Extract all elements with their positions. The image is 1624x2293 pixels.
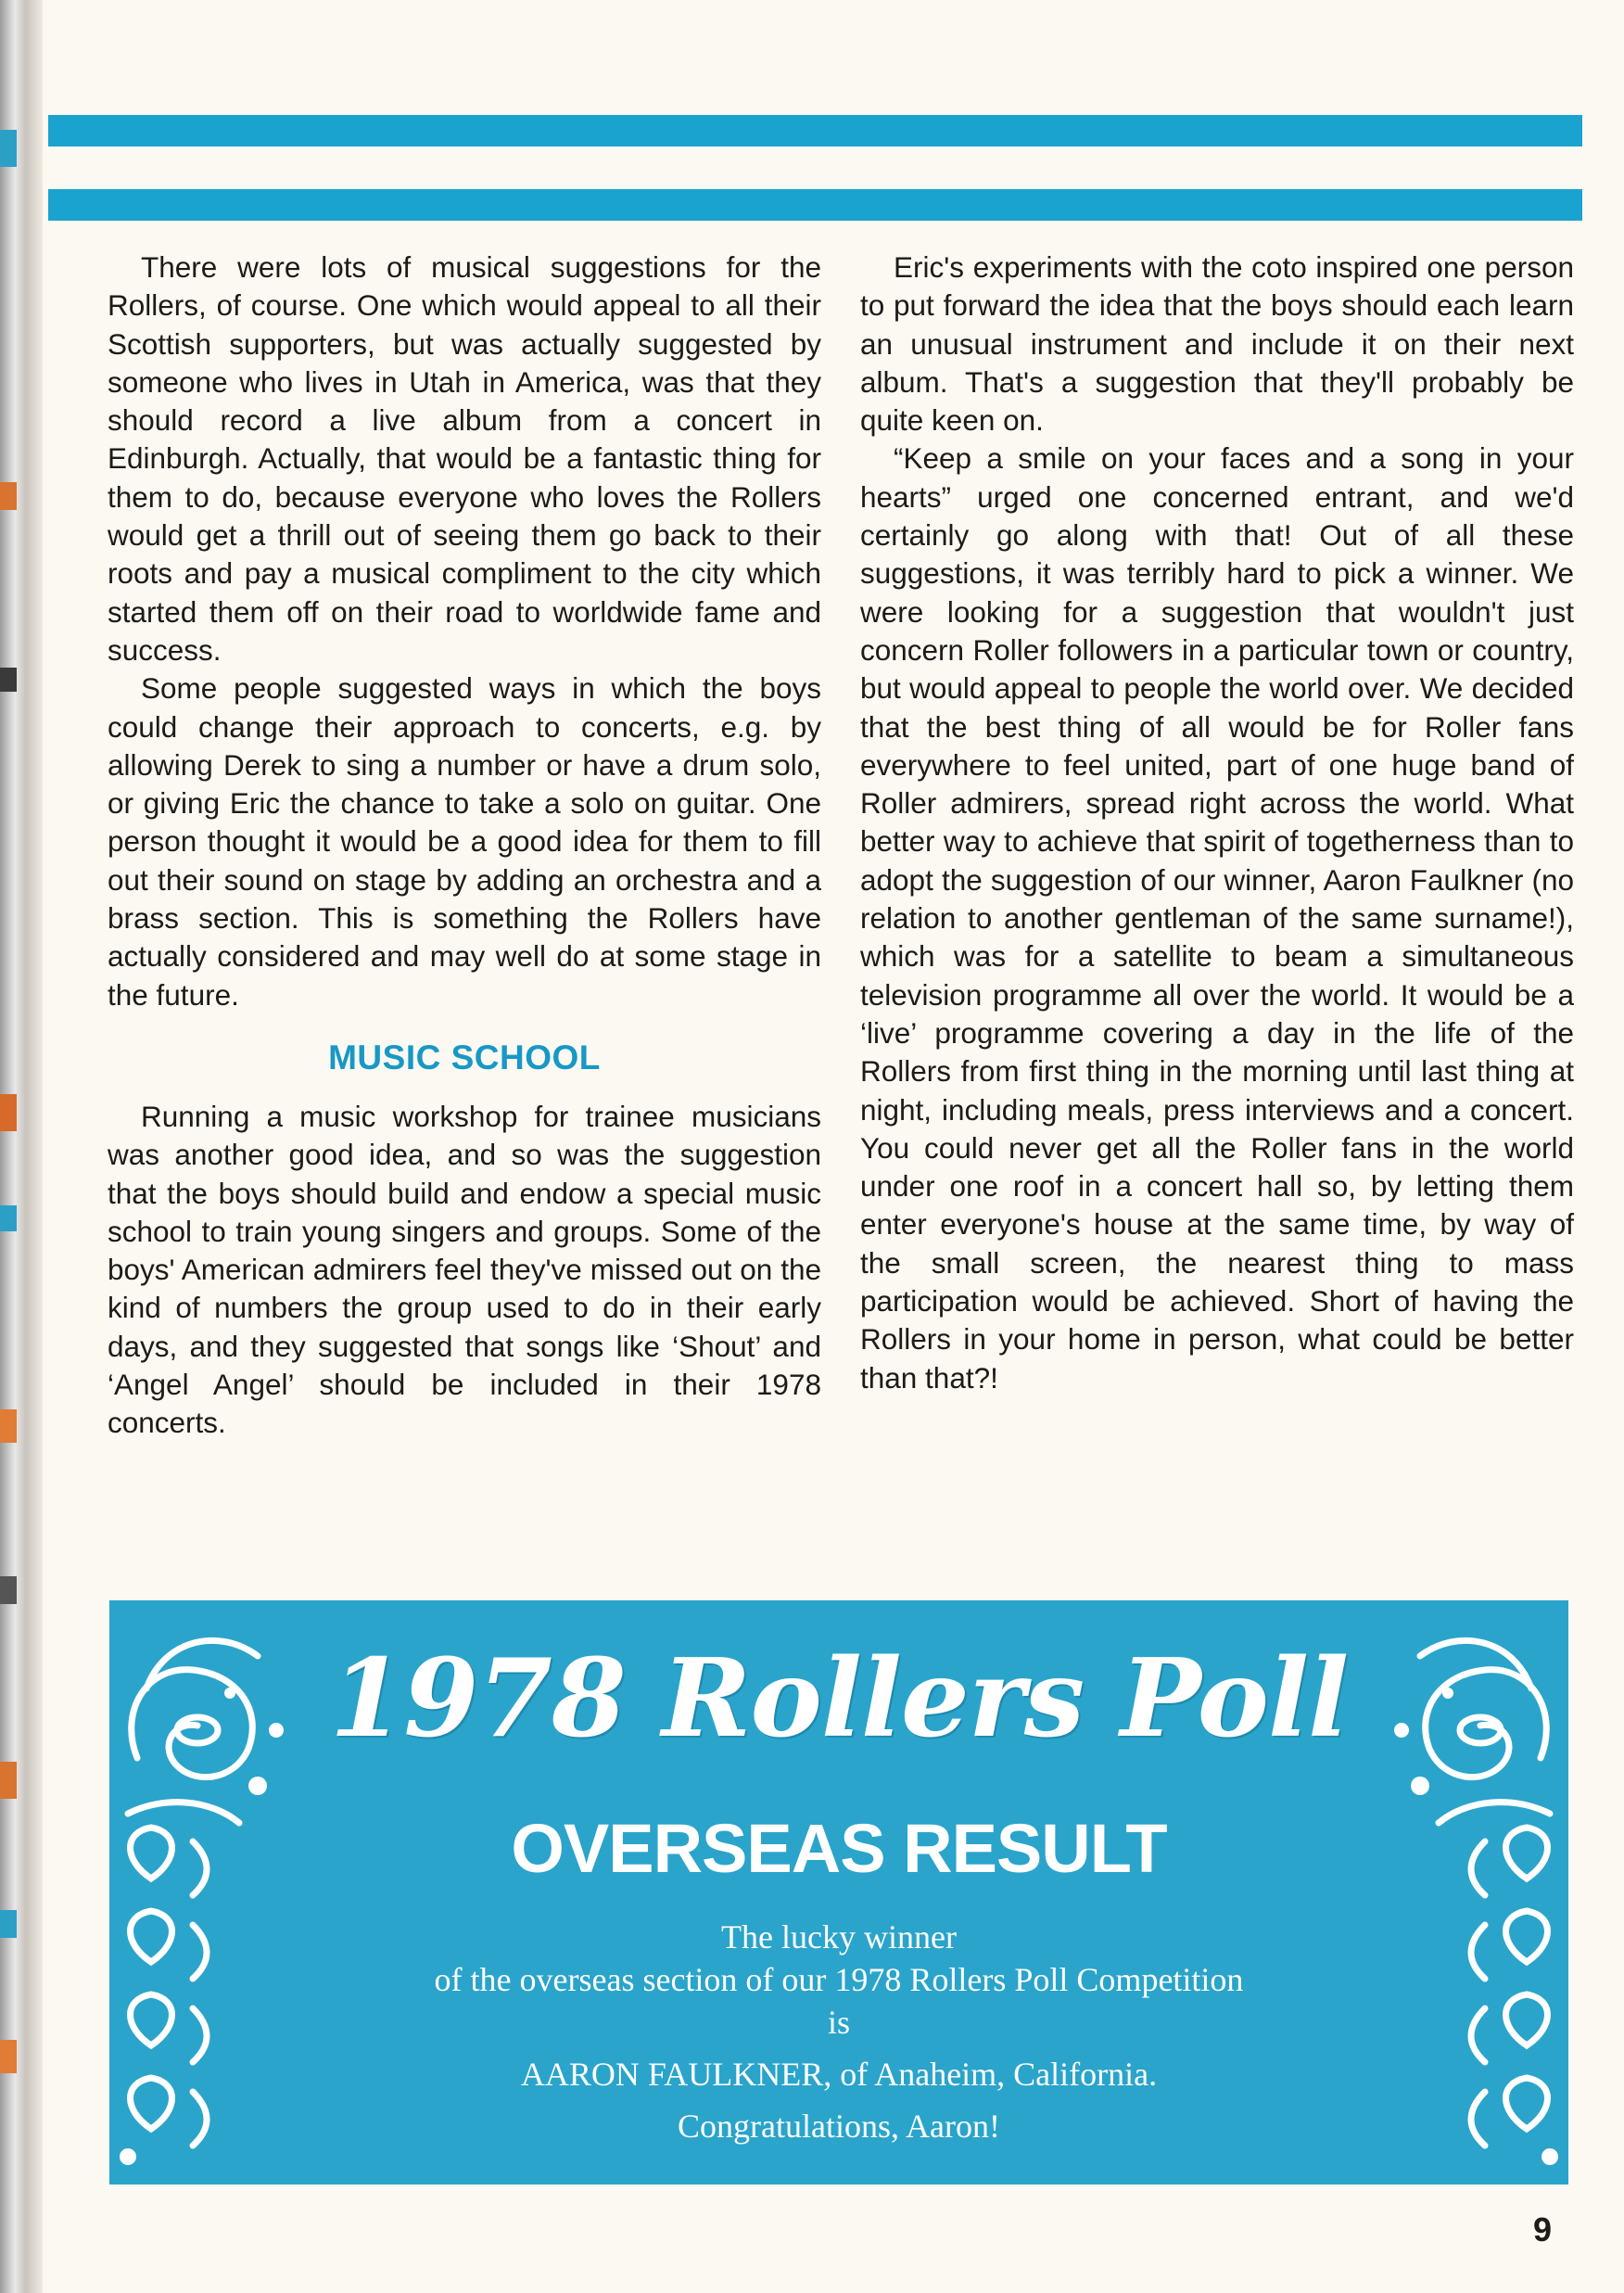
section-heading: MUSIC SCHOOL [328,1038,601,1076]
page-spine [0,0,43,2293]
poll-title: 1978 Rollers Poll [329,1636,1349,1762]
poll-subtitle: OVERSEAS RESULT [511,1810,1167,1887]
paragraph: Eric's experiments with the coto inspired one person to put forward the idea that the boys should each learn an unusual instrument and include it on their next album. That's a suggestion that they'll probably be quite keen on. [860,250,1574,438]
announcement-line: The lucky winner [721,1918,957,1955]
second-rule [48,189,1582,221]
left-column [108,248,821,1443]
congratulations-line: Congratulations, Aaron! [678,2108,1000,2145]
paragraph: Running a music workshop for trainee musicians was another good idea, and so was the suggestion that the boys should build and endow a special music school to train young singers and groups. Some of the boys' American admirers feel they've missed out on the kind of numbers the group used to do in their early days, and they suggested that songs like ‘Shout’ and ‘Angel Angel’ should be included in their 1978 concerts. [108,1099,821,1440]
announcement-line: of the overseas section of our 1978 Rollers Poll Competition [434,1961,1244,1998]
poll-announcement [109,1916,1568,2147]
winner-line: AARON FAULKNER, of Anaheim, California. [520,2056,1158,2093]
paragraph: “Keep a smile on your faces and a song in your hearts” urged one concerned entrant, and we'd certainly go along with that! Out of all these suggestions, it was terribly hard to pick a winner. We were looking for a suggestion that wouldn't just concern Roller followers in a particular town or country, but would appeal to people the world over. We decided that the best thing of all would be for Roller fans everywhere to feel united, part of one huge band of Roller admirers, spread right across the world. What better way to achieve that spirit of togetherness than to adopt the suggestion of our winner, Aaron Faulkner (no relation to another gentleman of the same surname!), which was for a satellite to beam a simultaneous television programme all over the world. It would be a ‘live’ programme covering a day in the life of the Rollers from first thing in the morning until last thing at night, including meals, press interviews and a concert. You could never get all the Roller fans in the world under one roof in a concert hall so, by letting them enter everyone's house at the same time, by way of the small screen, the nearest thing to mass participation would be achieved. Short of having the Rollers in your home in person, what could be better than that?! [860,441,1574,1395]
top-rule [48,115,1582,146]
announcement-line: is [827,2004,850,2041]
paragraph: Some people suggested ways in which the boys could change their approach to concerts, e.g. by allowing Derek to sing a number or have a drum solo, or giving Eric the chance to take a solo on guitar. One person thought it would be a good idea for them to fill out their sound on stage by adding an orchestra and a brass section. This is something the Rollers have actually considered and may well do at some stage in the future. [108,671,821,1012]
right-column [860,248,1574,1397]
poll-result-box [109,1600,1568,2185]
page-number: 9 [1533,2210,1553,2248]
paragraph: There were lots of musical suggestions for the Rollers, of course. One which would appeal to all their Scottish supporters, but was actually suggested by someone who lives in Utah in America, was that they should record a live album from a concert in Edinburgh. Actually, that would be a fantastic thing for them to do, because everyone who loves the Rollers would get a thrill out of seeing them go back to their roots and pay a musical compliment to the city which started them off on their road to worldwide fame and success. [108,250,821,667]
